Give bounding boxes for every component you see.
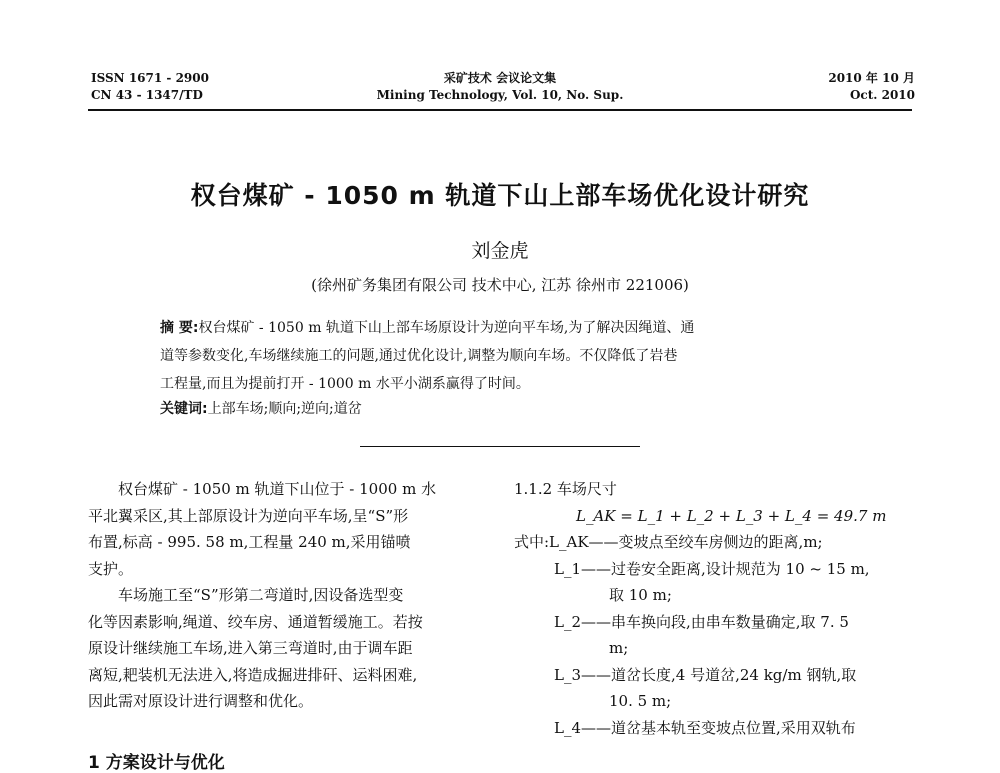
date-en: Oct. 2010 (849, 88, 915, 102)
paragraph-line: 平北翼采区,其上部原设计为逆向平车场,呈“S”形 (88, 506, 409, 525)
keywords (160, 398, 362, 418)
date-cn: 2010 年 10 月 (828, 71, 915, 85)
paragraph-line: 化等因素影响,绳道、绞车房、通道暂缓施工。若按 (88, 612, 423, 631)
keywords-text: 上部车场;顺向;逆向;道岔 (207, 401, 362, 417)
section-divider (360, 446, 640, 447)
term-definition: L_4——道岔基本轨至变坡点位置,采用双轨布 (554, 718, 856, 737)
abstract-line (160, 314, 850, 342)
formula-where: 式中:L_AK——变坡点至绞车房侧边的距离,m; (514, 533, 823, 551)
abstract (160, 314, 850, 398)
journal-name-en: Mining Technology, Vol. 10, No. Sup. (376, 88, 624, 102)
issn: ISSN 1671 - 2900 (91, 71, 209, 85)
paragraph-line: 车场施工至“S”形第二弯道时,因设备选型变 (118, 586, 404, 604)
abstract-line: 道等参数变化,车场继续施工的问题,通过优化设计,调整为顺向车场。不仅降低了岩巷 (160, 348, 678, 364)
author-affiliation: (徐州矿务集团有限公司 技术中心, 江苏 徐州市 221006) (311, 276, 689, 294)
right-column (514, 476, 914, 741)
journal-name-cn: 采矿技术 会议论文集 (443, 71, 557, 85)
term-definition: L_2——串车换向段,由串车数量确定,取 7. 5 (554, 612, 849, 631)
abstract-line: 工程量,而且为提前打开 - 1000 m 水平小湖系赢得了时间。 (160, 376, 530, 392)
subsection-heading: 1.1.2 车场尺寸 (514, 480, 617, 498)
term-definition: L_1——过卷安全距离,设计规范为 10 ~ 15 m, (554, 559, 870, 578)
paragraph-line: 原设计继续施工车场,进入第三弯道时,由于调车距 (88, 639, 413, 657)
paragraph-line: 支护。 (88, 559, 134, 578)
paragraph-line: 离短,耙装机无法进入,将造成掘进排矸、运料困难, (88, 665, 418, 684)
abstract-text: 权台煤矿 - 1050 m 轨道下山上部车场原设计为逆向平车场,为了解决因绳道、通 (198, 320, 695, 336)
term-definition-cont: 取 10 m; (609, 586, 672, 604)
header-divider (88, 109, 912, 111)
term-definition-cont: m; (609, 639, 629, 657)
paragraph-line: 权台煤矿 - 1050 m 轨道下山位于 - 1000 m 水 (118, 480, 437, 498)
formula: L_AK = L_1 + L_2 + L_3 + L_4 = 49.7 m (576, 506, 887, 525)
cn-number: CN 43 - 1347/TD (91, 88, 203, 102)
left-column (88, 476, 484, 715)
term-definition: L_3——道岔长度,4 号道岔,24 kg/m 钢轨,取 (554, 665, 857, 684)
paper-title: 权台煤矿 - 1050 m 轨道下山上部车场优化设计研究 (190, 181, 810, 210)
keywords-label: 关键词: (160, 401, 208, 417)
abstract-label: 摘 要: (160, 320, 199, 336)
section-heading: 1 方案设计与优化 (88, 753, 225, 773)
paragraph-line: 布置,标高 - 995. 58 m,工程量 240 m,采用锚喷 (88, 533, 411, 551)
paper-author: 刘金虎 (471, 240, 529, 262)
paragraph-line: 因此需对原设计进行调整和优化。 (88, 692, 314, 710)
issue-date-block (828, 70, 915, 104)
term-definition-cont: 10. 5 m; (609, 692, 672, 710)
